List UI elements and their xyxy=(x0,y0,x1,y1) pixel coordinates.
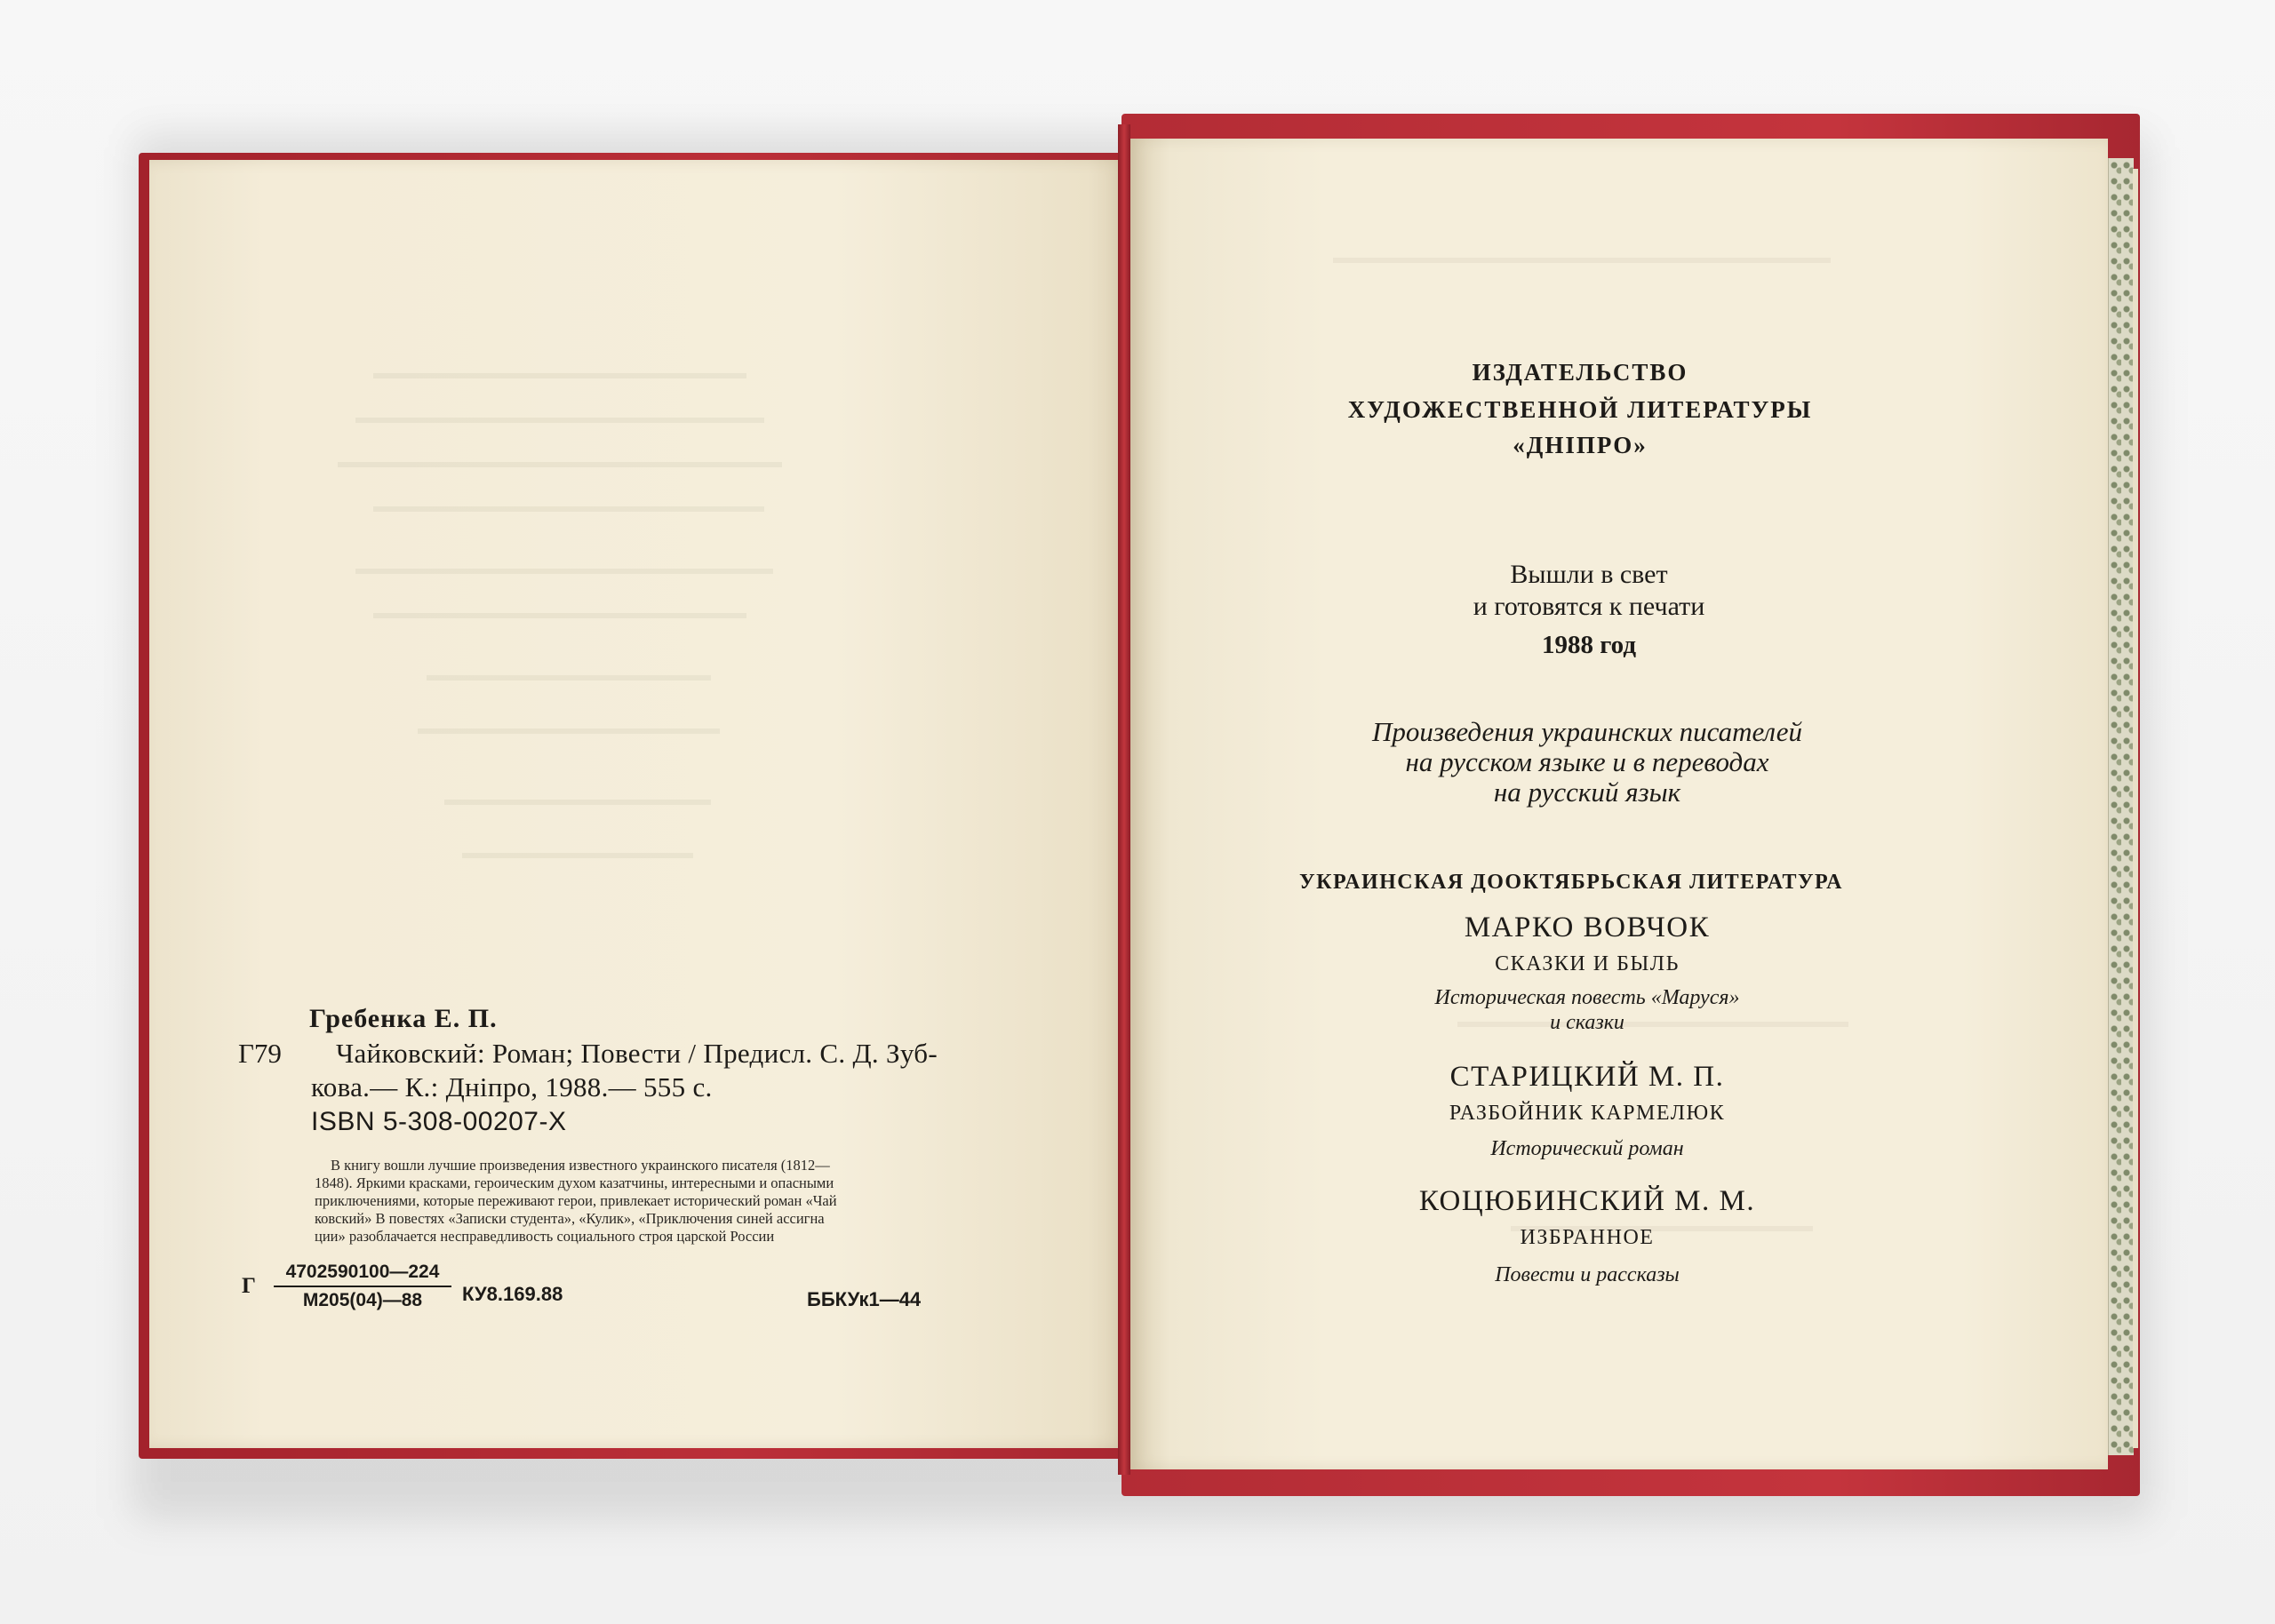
book-subtitle: Историческая повесть «Маруся» xyxy=(1434,986,1740,1009)
intro-line: Вышли в свет xyxy=(1510,560,1668,589)
book-subtitle: Исторический роман xyxy=(1490,1137,1684,1160)
series-line: Произведения украинских писателей xyxy=(1371,716,1803,747)
bbk-ku: КУ8.169.88 xyxy=(462,1283,563,1305)
catalog-code: Г79 xyxy=(238,1038,282,1069)
bbk-code: ББКУк1—44 xyxy=(807,1288,922,1310)
book-title: СКАЗКИ И БЫЛЬ xyxy=(1495,952,1680,975)
book-subtitle: Повести и рассказы xyxy=(1495,1263,1680,1286)
book-title: ИЗБРАННОЕ xyxy=(1520,1226,1655,1249)
publisher-line: «ДНІПРО» xyxy=(1513,432,1648,458)
publisher-line: ХУДОЖЕСТВЕННОЙ ЛИТЕРАТУРЫ xyxy=(1347,396,1813,423)
annotation-line: ции» разоблачается несправедливость социального строя царской России xyxy=(315,1228,775,1245)
book-author: КОЦЮБИНСКИЙ М. М. xyxy=(1418,1185,1756,1217)
section-heading: УКРАИНСКАЯ ДООКТЯБРЬСКАЯ ЛИТЕРАТУРА xyxy=(1299,871,1843,894)
bbk-fraction xyxy=(274,1262,451,1311)
catalog-description-line: Чайковский: Роман; Повести / Предисл. С. Д. Зуб- xyxy=(336,1038,938,1069)
annotation-line: 1848). Яркими красками, героическим духом казатчины, интересными и опасными xyxy=(315,1174,834,1191)
annotation-line: приключениями, которые переживают герои, привлекает исторический роман «Чай xyxy=(315,1192,837,1209)
book-title: РАЗБОЙНИК КАРМЕЛЮК xyxy=(1449,1102,1726,1125)
annotation-line: ковский» В повестях «Записки студента», «Кулик», «Приключения синей ассигна xyxy=(315,1210,825,1227)
annotation-line: В книгу вошли лучшие произведения известного украинского писателя (1812— xyxy=(331,1157,830,1174)
series-line: на русском языке и в переводах xyxy=(1405,746,1769,777)
page-edge xyxy=(2133,169,2138,1448)
endpaper-pattern xyxy=(2108,158,2134,1455)
intro-line: и готовятся к печати xyxy=(1473,592,1705,621)
book-author: СТАРИЦКИЙ М. П. xyxy=(1449,1061,1725,1093)
year: 1988 год xyxy=(1541,631,1637,659)
bbk-numerator: 4702590100—224 xyxy=(274,1262,451,1287)
book-author: МАРКО ВОВЧОК xyxy=(1464,912,1711,943)
bbk-denominator: М205(04)—88 xyxy=(302,1290,423,1310)
bbk-letter: Г xyxy=(242,1274,256,1298)
publisher-line: ИЗДАТЕЛЬСТВО xyxy=(1472,359,1688,386)
catalog-description-line: кова.— К.: Дніпро, 1988.— 555 с. xyxy=(311,1071,713,1103)
series-line: на русский язык xyxy=(1493,776,1681,808)
catalog-author: Гребенка Е. П. xyxy=(309,1004,498,1033)
isbn: ISBN 5-308-00207-X xyxy=(311,1107,567,1136)
book-subtitle: и сказки xyxy=(1550,1011,1624,1034)
